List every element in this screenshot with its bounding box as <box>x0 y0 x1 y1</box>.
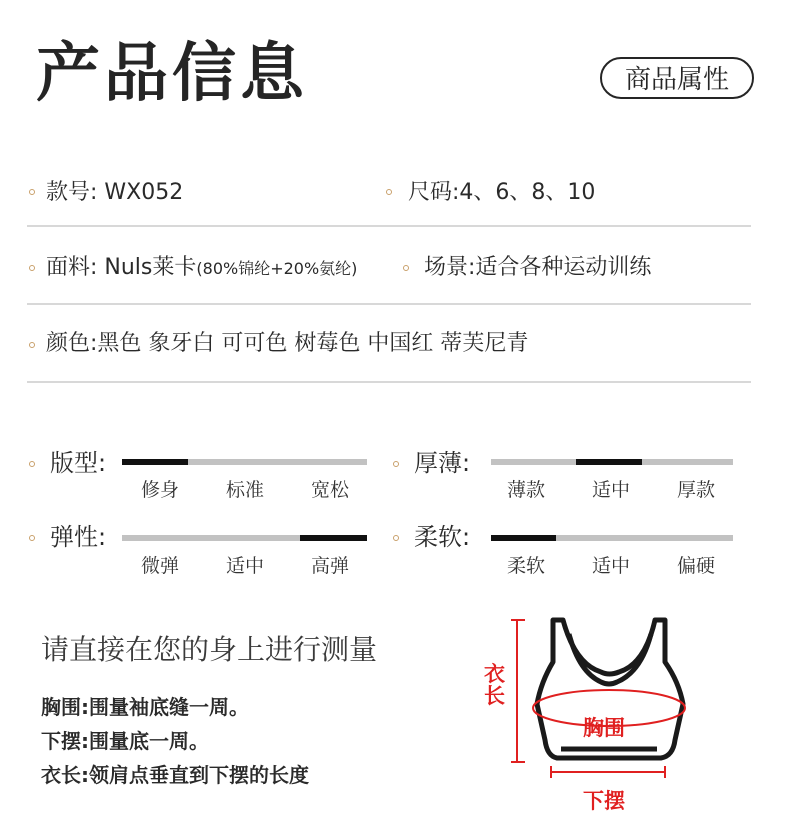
thickness-option: 适中 <box>591 479 630 501</box>
fabric <box>46 254 357 283</box>
elasticity-label: 弹性: <box>50 523 107 551</box>
thickness-option: 厚款 <box>676 479 715 501</box>
divider <box>27 303 751 305</box>
length-instruction: 衣长:领肩点垂直到下摆的长度 <box>41 763 309 787</box>
elasticity-option: 高弹 <box>310 555 349 577</box>
fabric-main: 面料: Nuls莱卡 <box>46 255 197 280</box>
chest-label: 胸围 <box>583 716 625 740</box>
length-arrow-icon <box>511 620 525 762</box>
fit-option: 宽松 <box>310 479 349 501</box>
softness-option: 柔软 <box>506 555 545 577</box>
scene: 场景:适合各种运动训练 <box>424 255 652 280</box>
bullet-dot-icon <box>29 342 35 348</box>
softness-option: 偏硬 <box>676 555 715 577</box>
bullet-dot-icon <box>29 535 35 541</box>
hem-arrow-icon <box>551 766 665 778</box>
style-number: 款号: WX052 <box>46 180 184 205</box>
fit-option: 修身 <box>140 479 179 501</box>
measure-title: 请直接在您的身上进行测量 <box>41 633 378 666</box>
sports-bra-diagram <box>505 612 695 817</box>
fabric-detail: (80%锦纶+20%氨纶) <box>196 259 358 278</box>
fit-option: 标准 <box>225 479 264 501</box>
length-label: 衣长 <box>484 662 505 708</box>
softness-option: 适中 <box>591 555 630 577</box>
page-title: 产品信息 <box>36 37 308 111</box>
thickness-option: 薄款 <box>506 479 545 501</box>
chest-instruction: 胸围:围量袖底缝一周。 <box>41 695 249 719</box>
bullet-dot-icon <box>403 265 409 271</box>
bullet-dot-icon <box>393 535 399 541</box>
bullet-dot-icon <box>29 461 35 467</box>
bullet-dot-icon <box>386 189 392 195</box>
elasticity-indicator <box>300 535 367 541</box>
thickness-indicator <box>576 459 642 465</box>
softness-indicator <box>491 535 556 541</box>
fit-indicator <box>122 459 188 465</box>
hem-label: 下摆 <box>583 789 625 813</box>
bullet-dot-icon <box>393 461 399 467</box>
colors: 颜色:黑色 象牙白 可可色 树莓色 中国红 蒂芙尼青 <box>46 331 529 356</box>
bullet-dot-icon <box>29 189 35 195</box>
elasticity-option: 适中 <box>225 555 264 577</box>
bullet-dot-icon <box>29 265 35 271</box>
thickness-label: 厚薄: <box>414 449 471 477</box>
attributes-badge: 商品属性 <box>600 57 754 99</box>
softness-label: 柔软: <box>414 523 471 551</box>
divider <box>27 381 751 383</box>
fit-label: 版型: <box>50 449 107 477</box>
divider <box>27 225 751 227</box>
sizes: 尺码:4、6、8、10 <box>408 180 596 205</box>
elasticity-option: 微弹 <box>140 555 179 577</box>
hem-instruction: 下摆:围量底一周。 <box>41 729 209 753</box>
